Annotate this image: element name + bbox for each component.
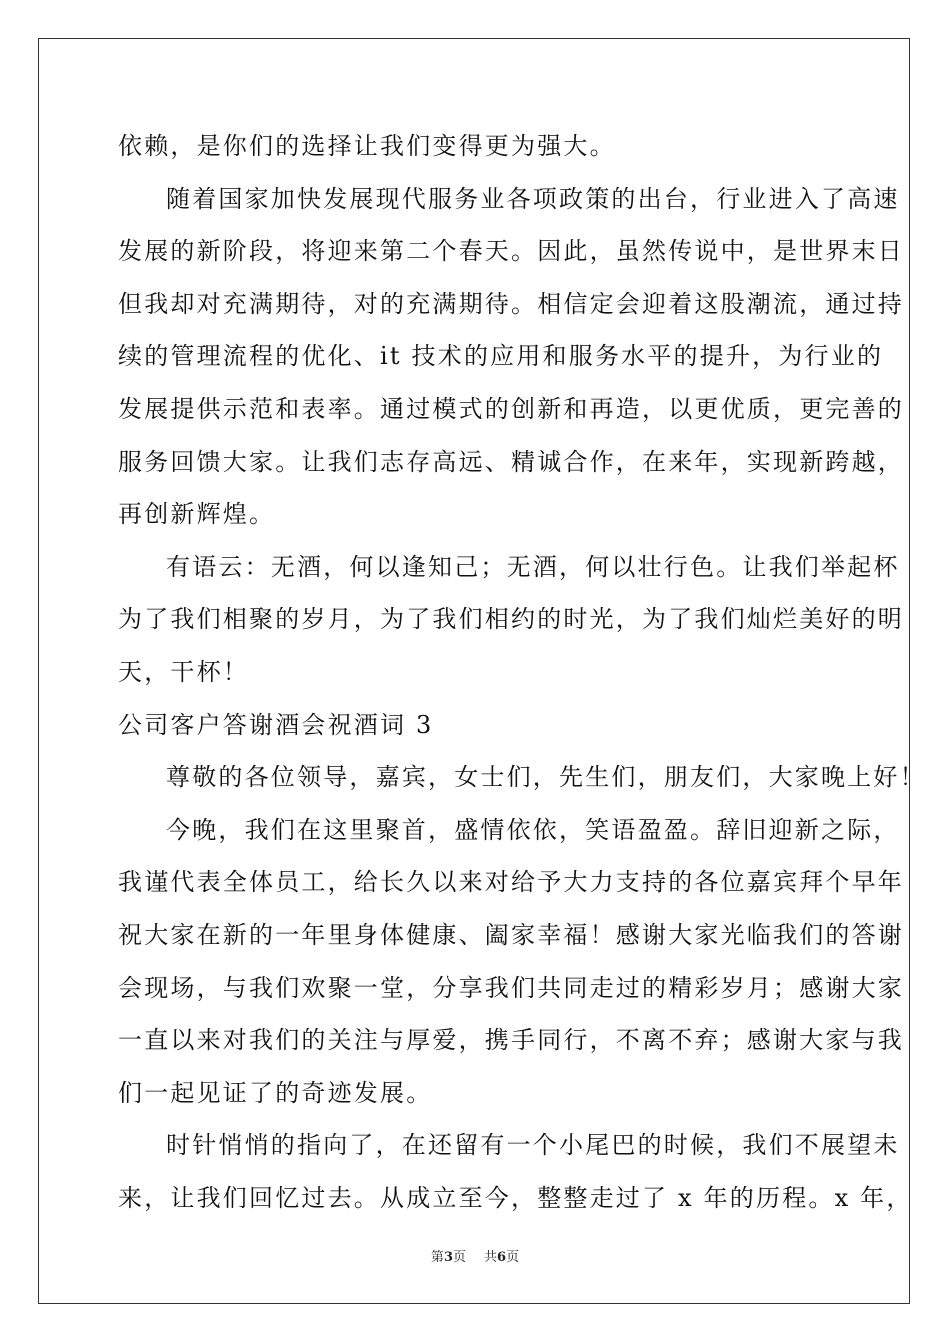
text-line: 今晚，我们在这里聚首，盛情依依，笑语盈盈。辞旧迎新之际， [166, 815, 900, 844]
page-total: 共6页 [484, 1250, 520, 1265]
text-line: 依赖，是你们的选择让我们变得更为强大。 [118, 132, 616, 160]
page-number: 第3页 [430, 1250, 466, 1265]
text-line: 发展提供示范和表率。通过模式的创新和再造，以更优质，更完善的 [118, 394, 904, 423]
text-line: 尊敬的各位领导，嘉宾，女士们，先生们，朋友们，大家晚上好！ [166, 763, 926, 792]
page-footer [0, 1246, 950, 1265]
text-line: 祝大家在新的一年里身体健康、阖家幸福！感谢大家光临我们的答谢 [118, 920, 904, 949]
text-line: 们一起见证了的奇迹发展。 [118, 1078, 433, 1107]
text-line: 时针悄悄的指向了，在还留有一个小尾巴的时候，我们不展望未 [166, 1131, 900, 1160]
text-line: 我谨代表全体员工，给长久以来对给予大力支持的各位嘉宾拜个早年 [118, 868, 904, 897]
text-line: 发展的新阶段，将迎来第二个春天。因此，虽然传说中，是世界末日 [118, 237, 904, 266]
text-line: 再创新辉煌。 [118, 500, 276, 529]
text-line: 天，干杯！ [118, 657, 249, 686]
document-body [118, 120, 926, 1224]
section-heading: 公司客户答谢酒会祝酒词 3 [118, 710, 434, 739]
text-line: 来，让我们回忆过去。从成立至今，整整走过了 x 年的历程。x 年， [118, 1183, 913, 1212]
text-line: 有语云：无酒，何以逢知己；无酒，何以壮行色。让我们举起杯 [166, 552, 900, 581]
text-line: 续的管理流程的优化、it 技术的应用和服务水平的提升，为行业的 [118, 342, 884, 371]
text-line: 随着国家加快发展现代服务业各项政策的出台，行业进入了高速 [166, 184, 900, 213]
text-line: 服务回馈大家。让我们志存高远、精诚合作，在来年，实现新跨越， [118, 447, 904, 476]
text-line: 为了我们相聚的岁月，为了我们相约的时光，为了我们灿烂美好的明 [118, 605, 904, 634]
text-line: 但我却对充满期待，对的充满期待。相信定会迎着这股潮流，通过持 [118, 289, 904, 318]
text-line: 会现场，与我们欢聚一堂，分享我们共同走过的精彩岁月；感谢大家 [118, 973, 904, 1002]
text-line: 一直以来对我们的关注与厚爱，携手同行，不离不弃；感谢大家与我 [118, 1026, 904, 1055]
